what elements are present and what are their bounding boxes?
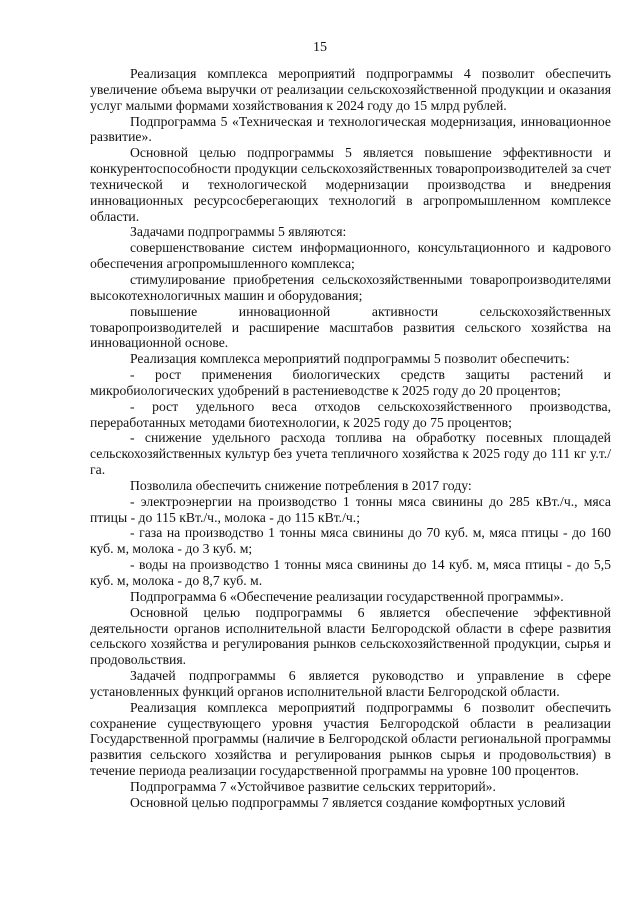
- list-item-gas: - газа на производство 1 тонны мяса свинины до 70 куб. м, мяса птицы - до 160 куб. м, молока - до 3 куб. м;: [90, 525, 611, 557]
- list-item-fuel-reduction: - снижение удельного расхода топлива на обработку посевных площадей сельскохозяйственных культур без учета тепличного хозяйства к 2025 году до 111 кг у.т./га.: [90, 430, 611, 478]
- list-item-biotech-waste: - рост удельного веса отходов сельскохозяйственного производства, переработанных методами биотехнологии, к 2025 году до 75 процентов;: [90, 398, 611, 430]
- paragraph-subprogram-6-heading: Подпрограмма 6 «Обеспечение реализации государственной программы».: [130, 588, 564, 604]
- page-number: 15: [313, 40, 327, 55]
- paragraph-subprogram-6-goal: Основной целью подпрограммы 6 является обеспечение эффективной деятельности органов исполнительной власти Белгородской области в сфере развития сельского хозяйства и регулирования рынков сельскохозяйственной продукции, сырья и продовольствия.: [90, 604, 611, 668]
- body-text: [90, 66, 611, 811]
- paragraph-task-information-systems: совершенствование систем информационного, консультационного и кадрового обеспечения агропромышленного комплекса;: [90, 240, 611, 272]
- paragraph-subprogram-5-results-intro: Реализация комплекса мероприятий подпрограммы 5 позволит обеспечить:: [130, 351, 570, 367]
- paragraph-subprogram-5-tasks-intro: Задачами подпрограммы 5 являются:: [130, 224, 347, 240]
- paragraph-task-innovation: повышение инновационной активности сельскохозяйственных товаропроизводителей и расширение масштабов развития сельского хозяйства на инновационной основе.: [90, 303, 611, 351]
- paragraph-subprogram-5-goal: Основной целью подпрограммы 5 является повышение эффективности и конкурентоспособности продукции сельскохозяйственных товаропроизводителей за счет технической и технологической модернизации производства и внедрения инновационных ресурсосберегающих технологий в агропромышленном комплексе области.: [90, 145, 611, 224]
- paragraph-subprogram-4-result: Реализация комплекса мероприятий подпрограммы 4 позволит обеспечить увеличение объема выручки от реализации сельскохозяйственной продукции и оказания услуг малыми формами хозяйствования к 2024 году до 15 млрд рублей.: [90, 66, 611, 113]
- list-item-biological-protection: - рост применения биологических средств защиты растений и микробиологических удобрений в растениеводстве к 2025 году до 20 процентов;: [90, 367, 611, 398]
- paragraph-subprogram-6-result: Реализация комплекса мероприятий подпрограммы 6 позволит обеспечить сохранение существующего уровня участия Белгородской области в реализации Государственной программы (наличие в Белгородской области региональной программы развития сельского хозяйства и регулирования рынков сырья и продовольствия) в течение периода реализации государственной программы на уровне 100 процентов.: [90, 699, 611, 779]
- paragraph-consumption-2017-intro: Позволила обеспечить снижение потребления в 2017 году:: [130, 477, 472, 493]
- paragraph-subprogram-5-heading: Подпрограмма 5 «Техническая и технологическая модернизация, инновационное развитие».: [90, 113, 611, 145]
- paragraph-subprogram-7-goal: Основной целью подпрограммы 7 является создание комфортных условий: [130, 794, 566, 810]
- paragraph-subprogram-7-heading: Подпрограмма 7 «Устойчивое развитие сельских территорий».: [130, 778, 496, 794]
- list-item-water: - воды на производство 1 тонны мяса свинины до 14 куб. м, мяса птицы - до 5,5 куб. м, молока - до 8,7 куб. м.: [90, 557, 611, 588]
- list-item-electricity: - электроэнергии на производство 1 тонны мяса свинины до 285 кВт./ч., мяса птицы - до 115 кВт./ч., молока - до 115 кВт./ч.;: [90, 493, 611, 525]
- paragraph-subprogram-6-task: Задачей подпрограммы 6 является руководство и управление в сфере установленных функций органов исполнительной власти Белгородской области.: [90, 668, 611, 699]
- paragraph-task-machinery: стимулирование приобретения сельскохозяйственными товаропроизводителями высокотехнологичных машин и оборудования;: [90, 271, 611, 303]
